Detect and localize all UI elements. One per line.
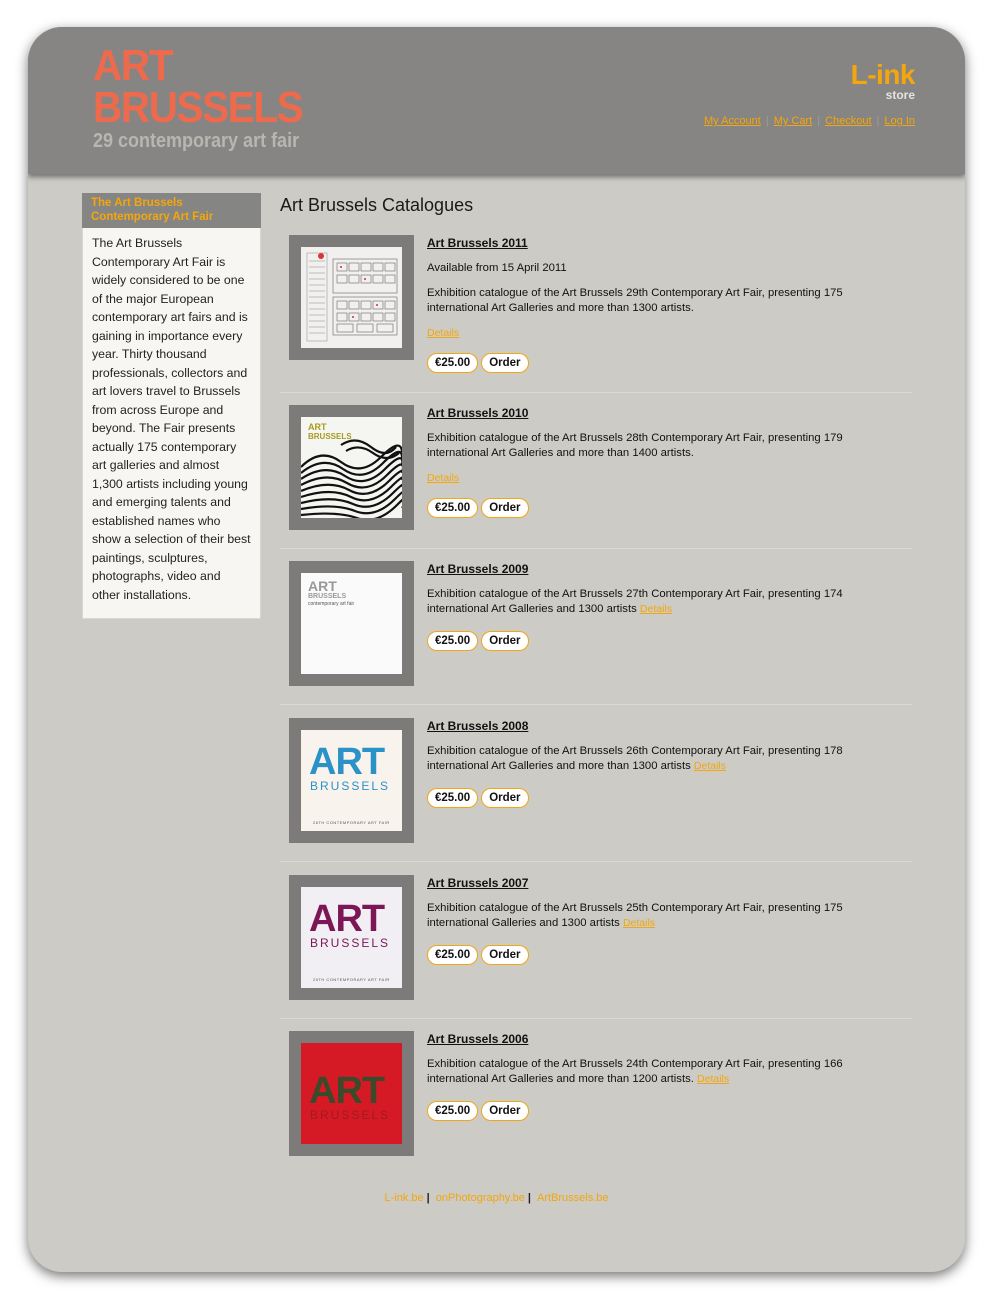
product-thumbnail[interactable] — [289, 718, 414, 843]
sidebar-title: The Art Brussels Contemporary Art Fair — [82, 193, 261, 228]
product-item — [280, 235, 912, 393]
product-item — [280, 875, 912, 1019]
product-info — [427, 718, 907, 808]
cover-title-line-3: 25TH CONTEMPORARY ART FAIR — [313, 977, 390, 982]
nav-separator: | — [817, 115, 821, 127]
footer-link-artbrussels[interactable]: ArtBrussels.be — [536, 1192, 609, 1204]
cover-title-line-3: 26TH CONTEMPORARY ART FAIR — [313, 820, 390, 825]
product-description: Exhibition catalogue of the Art Brussels 25th Contemporary Art Fair, presenting 175 international Galleries and 1300 artists — [427, 902, 843, 929]
order-button[interactable]: Order — [481, 353, 528, 373]
main-content — [280, 193, 912, 1122]
nav-separator: | — [765, 115, 769, 127]
art-brussels-logo[interactable] — [93, 41, 322, 153]
product-thumbnail[interactable] — [289, 405, 414, 530]
product-title-link[interactable]: Art Brussels 2006 — [427, 1032, 529, 1046]
product-description: Exhibition catalogue of the Art Brussels 28th Contemporary Art Fair, presenting 179 international Art Galleries and more than 1400 artists. — [427, 432, 843, 459]
product-item — [280, 405, 912, 549]
product-title-link[interactable]: Art Brussels 2008 — [427, 719, 529, 733]
cover-red — [301, 1043, 402, 1144]
product-item — [280, 718, 912, 862]
footer — [28, 1192, 965, 1204]
product-description: Exhibition catalogue of the Art Brussels 27th Contemporary Art Fair, presenting 174 international Art Galleries and 1300 artists — [427, 588, 843, 615]
store-logo-sub: store — [885, 88, 915, 102]
order-button[interactable]: Order — [481, 1101, 528, 1121]
product-thumbnail[interactable] — [289, 235, 414, 360]
price-badge: €25.00 — [427, 1101, 478, 1121]
cover-purple — [301, 887, 402, 988]
account-nav — [704, 115, 915, 127]
my-cart-link[interactable]: My Cart — [773, 115, 813, 127]
sidebar — [82, 193, 261, 619]
details-link[interactable]: Details — [693, 760, 726, 772]
link-store-logo[interactable] — [851, 61, 915, 101]
product-info — [427, 235, 907, 373]
product-item — [280, 1031, 912, 1161]
footer-link-l-ink[interactable]: L-ink.be — [384, 1192, 424, 1204]
product-info — [427, 875, 907, 965]
cover-title-line-3: contemporary art fair — [308, 601, 355, 607]
product-info — [427, 1031, 907, 1121]
details-link[interactable]: Details — [697, 1073, 730, 1085]
store-logo-name: L-ink — [850, 59, 915, 90]
product-description: Exhibition catalogue of the Art Brussels 24th Contemporary Art Fair, presenting 166 international Art Galleries and more than 1200 artists. — [427, 1058, 843, 1085]
price-order-row — [427, 498, 907, 518]
order-button[interactable]: Order — [481, 945, 528, 965]
nav-separator: | — [876, 115, 880, 127]
price-order-row — [427, 353, 907, 373]
price-order-row — [427, 788, 907, 808]
product-title-link[interactable]: Art Brussels 2010 — [427, 406, 529, 420]
price-badge: €25.00 — [427, 631, 478, 651]
product-title-link[interactable]: Art Brussels 2009 — [427, 562, 529, 576]
cover-title-line-1: ART — [309, 898, 385, 940]
cover-title-line-1: ART — [309, 741, 385, 783]
cover-white — [301, 573, 402, 674]
product-title-link[interactable]: Art Brussels 2011 — [427, 236, 528, 250]
cover-title-line-2: BRUSSELS — [310, 936, 391, 950]
order-button[interactable]: Order — [481, 788, 528, 808]
cover-blue — [301, 730, 402, 831]
my-account-link[interactable]: My Account — [703, 115, 761, 127]
page-frame — [28, 27, 965, 1272]
page-title: Art Brussels Catalogues — [280, 195, 474, 215]
cover-title-line-2: BRUSSELS — [308, 432, 352, 441]
footer-link-onphotography[interactable]: onPhotography.be — [435, 1192, 525, 1204]
product-thumbnail[interactable] — [289, 561, 414, 686]
footer-separator: | — [527, 1192, 531, 1204]
product-info — [427, 561, 907, 651]
product-info — [427, 405, 907, 518]
cover-floorplan — [301, 247, 402, 348]
product-thumbnail[interactable] — [289, 875, 414, 1000]
cover-wave — [301, 417, 402, 518]
price-order-row — [427, 631, 907, 651]
details-link[interactable]: Details — [622, 917, 656, 929]
price-order-row — [427, 945, 907, 965]
product-description: Exhibition catalogue of the Art Brussels 29th Contemporary Art Fair, presenting 175 international Art Galleries and more than 1300 artists. — [427, 287, 843, 314]
details-link[interactable]: Details — [427, 472, 460, 484]
price-order-row — [427, 1101, 907, 1121]
product-thumbnail[interactable] — [289, 1031, 414, 1156]
cover-title-line-2: BRUSSELS — [308, 593, 347, 600]
price-badge: €25.00 — [427, 945, 478, 965]
cover-title-line-1: ART — [308, 422, 327, 432]
cover-title-line-2: BRUSSELS — [310, 1108, 391, 1122]
price-badge: €25.00 — [427, 498, 478, 518]
logo-tagline: 29 contemporary art fair — [93, 130, 300, 152]
price-badge: €25.00 — [427, 788, 478, 808]
product-title-link[interactable]: Art Brussels 2007 — [427, 876, 529, 890]
floorplan-cover-icon — [301, 247, 402, 348]
logo-line-2: BRUSSELS — [93, 83, 303, 132]
cover-title-line-2: BRUSSELS — [310, 779, 391, 793]
sidebar-body: The Art Brussels Contemporary Art Fair is widely considered to be one of the major European contemporary art fairs and is gaining in importance every year. Thirty thousand professionals, collectors and art lovers travel to Brussels from across Europe and beyond. The Fair presents actually 175 contemporary art galleries and almost 1,300 artists including young and emerging talents and established names who show a selection of their best paintings, sculptures, photographs, video and other installations. — [82, 228, 261, 619]
logo-line-1: ART — [93, 41, 173, 90]
price-badge: €25.00 — [427, 353, 478, 373]
product-description: Exhibition catalogue of the Art Brussels 26th Contemporary Art Fair, presenting 178 international Art Galleries and more than 1300 artists — [427, 745, 843, 772]
checkout-link[interactable]: Checkout — [825, 115, 872, 127]
order-button[interactable]: Order — [481, 498, 528, 518]
details-link[interactable]: Details — [427, 327, 460, 339]
log-in-link[interactable]: Log In — [884, 115, 915, 127]
header — [28, 27, 965, 174]
details-link[interactable]: Details — [639, 603, 672, 615]
order-button[interactable]: Order — [481, 631, 528, 651]
cover-title-line-1: ART — [309, 1070, 385, 1112]
footer-separator: | — [426, 1192, 430, 1204]
product-availability: Available from 15 April 2011 — [427, 262, 567, 274]
cover-title-line-1: ART — [308, 578, 337, 594]
product-item — [280, 561, 912, 705]
